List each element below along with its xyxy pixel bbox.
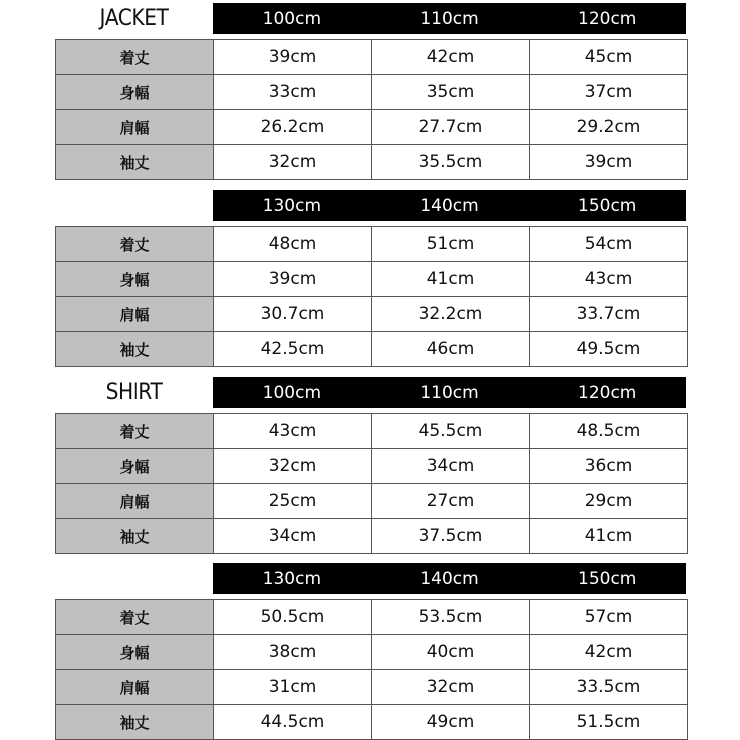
measurement-value: 27cm (372, 484, 530, 519)
measurement-table (55, 226, 688, 367)
size-column-header: 100cm (262, 382, 322, 403)
measurement-value: 49cm (372, 705, 530, 740)
measurement-value: 34cm (372, 449, 530, 484)
measurement-value: 42cm (530, 635, 688, 670)
measurement-value: 44.5cm (214, 705, 372, 740)
size-header-row (213, 190, 686, 221)
measurement-label: 着丈 (56, 40, 214, 75)
measurement-value: 50.5cm (214, 600, 372, 635)
measurement-value: 42cm (372, 40, 530, 75)
measurement-value: 48.5cm (530, 414, 688, 449)
measurement-value: 39cm (214, 262, 372, 297)
size-column-header: 140cm (420, 568, 479, 589)
section-title (61, 190, 206, 221)
measurement-label: 身幅 (56, 635, 214, 670)
table-row (56, 297, 688, 332)
measurement-value: 49.5cm (530, 332, 688, 367)
size-column-header: 120cm (578, 382, 637, 403)
measurement-value: 46cm (372, 332, 530, 367)
measurement-table (55, 413, 688, 554)
size-column-header: 100cm (262, 8, 322, 29)
measurement-value: 42.5cm (214, 332, 372, 367)
measurement-value: 32.2cm (372, 297, 530, 332)
measurement-value: 45cm (530, 40, 688, 75)
measurement-label: 着丈 (56, 600, 214, 635)
size-column-header: 150cm (578, 568, 637, 589)
measurement-value: 41cm (372, 262, 530, 297)
size-table-1 (55, 190, 686, 367)
measurement-value: 34cm (214, 519, 372, 554)
measurement-value: 27.7cm (372, 110, 530, 145)
measurement-value: 31cm (214, 670, 372, 705)
measurement-label: 肩幅 (56, 484, 214, 519)
measurement-value: 40cm (372, 635, 530, 670)
measurement-label: 着丈 (56, 227, 214, 262)
measurement-label: 袖丈 (56, 145, 214, 180)
measurement-value: 35.5cm (372, 145, 530, 180)
measurement-label: 肩幅 (56, 297, 214, 332)
measurement-value: 38cm (214, 635, 372, 670)
table-row (56, 75, 688, 110)
measurement-value: 51cm (372, 227, 530, 262)
measurement-value: 53.5cm (372, 600, 530, 635)
table-row (56, 414, 688, 449)
measurement-value: 25cm (214, 484, 372, 519)
size-column-header: 140cm (420, 195, 479, 216)
measurement-label: 袖丈 (56, 705, 214, 740)
measurement-label: 袖丈 (56, 519, 214, 554)
measurement-value: 32cm (214, 145, 372, 180)
table-row (56, 449, 688, 484)
table-row (56, 600, 688, 635)
measurement-label: 着丈 (56, 414, 214, 449)
size-header-row (213, 3, 686, 34)
measurement-value: 29.2cm (530, 110, 688, 145)
table-row (56, 145, 688, 180)
size-table-2 (55, 377, 686, 554)
measurement-value: 39cm (530, 145, 688, 180)
size-header-row (213, 563, 686, 594)
size-table-0 (55, 3, 686, 180)
size-column-header: 130cm (262, 195, 322, 216)
measurement-label: 身幅 (56, 75, 214, 110)
section-title: JACKET (99, 6, 169, 31)
size-column-header: 110cm (420, 8, 479, 29)
measurement-value: 32cm (214, 449, 372, 484)
measurement-value: 35cm (372, 75, 530, 110)
measurement-value: 57cm (530, 600, 688, 635)
measurement-value: 33.7cm (530, 297, 688, 332)
measurement-value: 30.7cm (214, 297, 372, 332)
measurement-value: 39cm (214, 40, 372, 75)
measurement-value: 45.5cm (372, 414, 530, 449)
measurement-label: 肩幅 (56, 670, 214, 705)
table-row (56, 227, 688, 262)
size-column-header: 110cm (420, 382, 479, 403)
table-row (56, 670, 688, 705)
table-row (56, 110, 688, 145)
measurement-value: 33.5cm (530, 670, 688, 705)
measurement-label: 身幅 (56, 449, 214, 484)
table-row (56, 40, 688, 75)
size-column-header: 150cm (578, 195, 637, 216)
size-table-3 (55, 563, 686, 740)
measurement-value: 26.2cm (214, 110, 372, 145)
measurement-value: 43cm (530, 262, 688, 297)
table-row (56, 519, 688, 554)
measurement-value: 43cm (214, 414, 372, 449)
measurement-label: 身幅 (56, 262, 214, 297)
table-row (56, 332, 688, 367)
section-title (61, 563, 206, 594)
measurement-value: 32cm (372, 670, 530, 705)
measurement-value: 33cm (214, 75, 372, 110)
table-row (56, 705, 688, 740)
table-row (56, 484, 688, 519)
measurement-value: 37.5cm (372, 519, 530, 554)
measurement-value: 51.5cm (530, 705, 688, 740)
size-column-header: 120cm (578, 8, 637, 29)
measurement-value: 54cm (530, 227, 688, 262)
measurement-label: 袖丈 (56, 332, 214, 367)
size-column-header: 130cm (262, 568, 322, 589)
measurement-value: 29cm (530, 484, 688, 519)
measurement-table (55, 599, 688, 740)
measurement-value: 48cm (214, 227, 372, 262)
section-title: SHIRT (105, 380, 163, 405)
measurement-value: 36cm (530, 449, 688, 484)
table-row (56, 635, 688, 670)
measurement-table (55, 39, 688, 180)
measurement-value: 41cm (530, 519, 688, 554)
size-header-row (213, 377, 686, 408)
measurement-label: 肩幅 (56, 110, 214, 145)
measurement-value: 37cm (530, 75, 688, 110)
table-row (56, 262, 688, 297)
